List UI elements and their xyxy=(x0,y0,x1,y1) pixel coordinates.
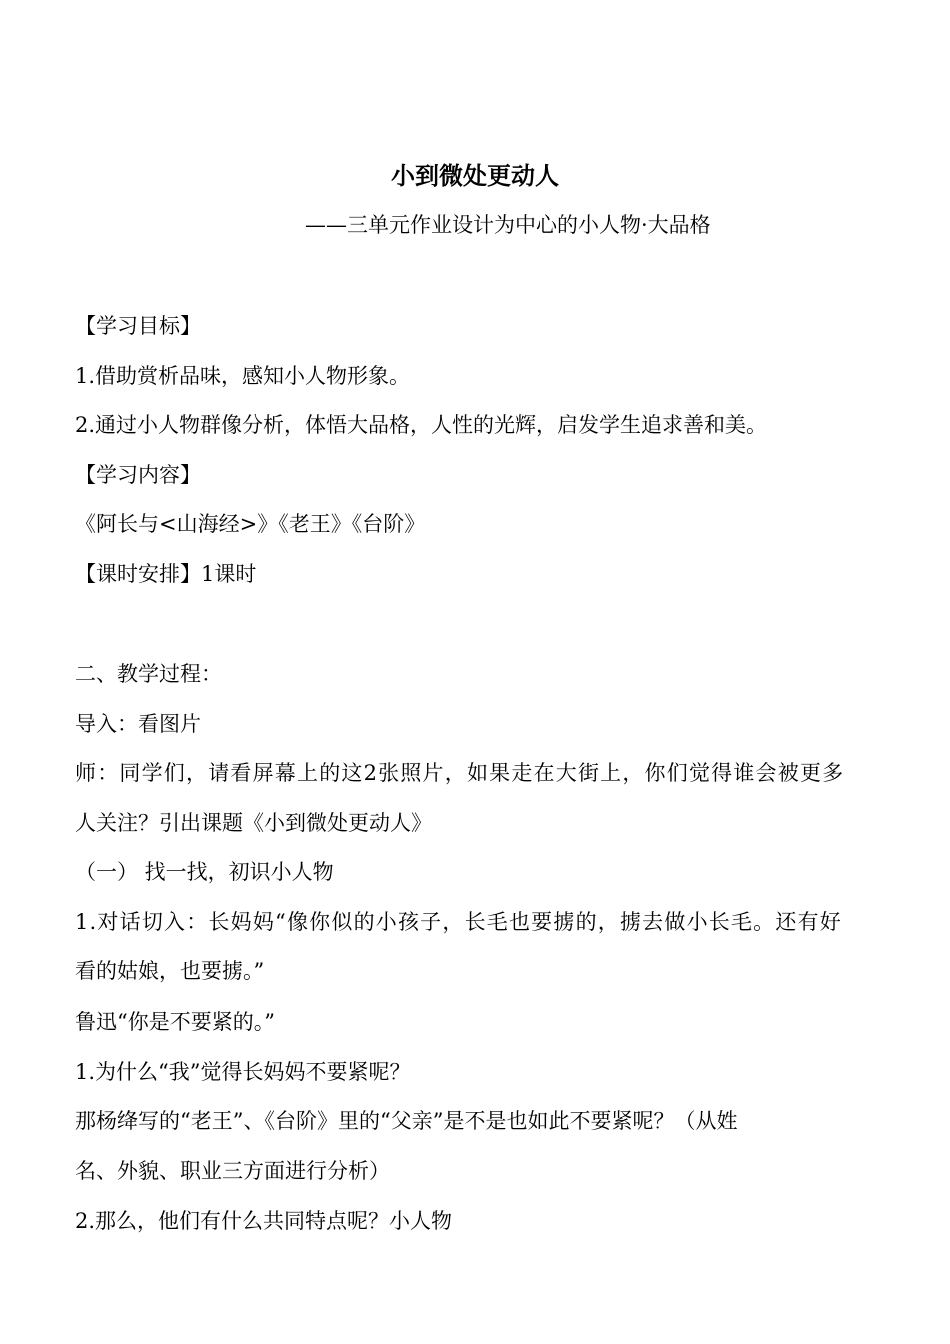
dialog-line-2: 看的姑娘，也要掳。” xyxy=(75,959,265,983)
question-3: 2.那么，他们有什么共同特点呢？小人物 xyxy=(75,1209,453,1233)
dialog-line-1: 1.对话切入：长妈妈“像你似的小孩子，长毛也要掳的，掳去做小长毛。还有好 xyxy=(75,910,842,934)
schedule-line: 【课时安排】1课时 xyxy=(75,562,257,586)
teacher-line-2: 人关注？引出课题《小到微处更动人》 xyxy=(75,811,432,835)
content-text: 《阿长与<山海经>》《老王》《台阶》 xyxy=(75,512,426,536)
teacher-line-1: 师：同学们，请看屏幕上的这2张照片，如果走在大街上，你们觉得谁会被更多 xyxy=(75,761,845,785)
objective-item-1: 1.借助赏析品味，感知小人物形象。 xyxy=(75,364,411,388)
question-2-line-2: 名、外貌、职业三方面进行分析） xyxy=(75,1159,390,1183)
process-heading: 二、教学过程： xyxy=(75,662,222,686)
intro-line: 导入：看图片 xyxy=(75,712,201,736)
document-subtitle: ——三单元作业设计为中心的小人物·大品格 xyxy=(305,213,711,237)
question-1: 1.为什么“我”觉得长妈妈不要紧呢？ xyxy=(75,1060,411,1084)
objectives-heading: 【学习目标】 xyxy=(75,314,201,338)
content-heading: 【学习内容】 xyxy=(75,463,201,487)
question-2-line-1: 那杨绛写的“老王”、《台阶》里的“父亲”是不是也如此不要紧呢？（从姓 xyxy=(75,1109,738,1133)
document-title: 小到微处更动人 xyxy=(391,162,559,190)
objective-item-2: 2.通过小人物群像分析，体悟大品格，人性的光辉，启发学生追求善和美。 xyxy=(75,413,768,437)
section-heading-1: （一） 找一找，初识小人物 xyxy=(75,860,334,884)
luxun-line: 鲁迅“你是不要紧的。” xyxy=(75,1010,275,1034)
